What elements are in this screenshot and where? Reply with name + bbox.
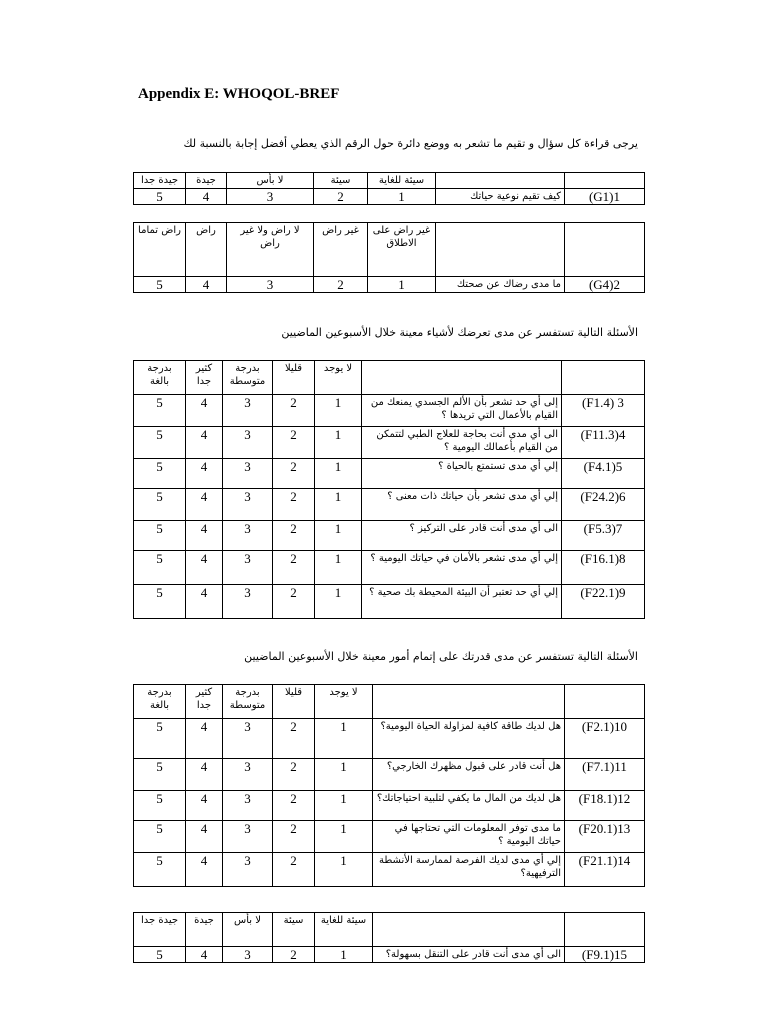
answer-1[interactable]: 1 [315, 791, 373, 821]
answer-5[interactable]: 5 [134, 427, 186, 459]
question-code: (F1.4) 3 [562, 395, 645, 427]
table-header-row [134, 685, 645, 719]
answer-1[interactable]: 1 [315, 585, 362, 619]
answer-5[interactable]: 5 [134, 947, 186, 963]
header-cell: قليلا [273, 685, 315, 719]
answer-4[interactable]: 4 [186, 489, 223, 521]
answer-3[interactable]: 3 [223, 853, 273, 887]
table-g4 [133, 222, 645, 293]
answer-1[interactable]: 1 [315, 759, 373, 791]
answer-4[interactable]: 4 [186, 821, 223, 853]
answer-4[interactable]: 4 [186, 719, 223, 759]
question-code: (F7.1)11 [565, 759, 645, 791]
header-cell: لا يوجد [315, 361, 362, 395]
answer-2[interactable]: 2 [273, 759, 315, 791]
answer-3[interactable]: 3 [223, 395, 273, 427]
table-row [134, 821, 645, 853]
answer-2[interactable]: 2 [273, 791, 315, 821]
header-cell: لا بأس [227, 173, 314, 189]
answer-3[interactable]: 3 [223, 585, 273, 619]
answer-4[interactable]: 4 [186, 427, 223, 459]
answer-3[interactable]: 3 [223, 719, 273, 759]
empty-cell [565, 223, 645, 277]
answer-4[interactable]: 4 [186, 947, 223, 963]
question-code: (F18.1)12 [565, 791, 645, 821]
answer-4[interactable]: 4 [186, 277, 227, 293]
question-text: ما مدى توفر المعلومات التي تحتاجها في حياتك اليومية ؟ [373, 821, 565, 853]
answer-1[interactable]: 1 [315, 551, 362, 585]
answer-1[interactable]: 1 [315, 489, 362, 521]
question-code: (G1)1 [565, 189, 645, 205]
table-header-row [134, 361, 645, 395]
question-text: الى أي مدى أنت بحاجة للعلاج الطبي لتتمكن من القيام بأعمالك اليومية ؟ [362, 427, 562, 459]
answer-3[interactable]: 3 [223, 791, 273, 821]
answer-3[interactable]: 3 [223, 489, 273, 521]
header-cell: جيدة [186, 173, 227, 189]
answer-1[interactable]: 1 [368, 189, 436, 205]
answer-3[interactable]: 3 [223, 551, 273, 585]
header-cell: جيدة جدا [134, 913, 186, 947]
answer-5[interactable]: 5 [134, 853, 186, 887]
header-cell: غير راض [314, 223, 368, 277]
table-row [134, 459, 645, 489]
question-code: (G4)2 [565, 277, 645, 293]
answer-2[interactable]: 2 [273, 947, 315, 963]
answer-5[interactable]: 5 [134, 759, 186, 791]
question-code: (F9.1)15 [565, 947, 645, 963]
answer-4[interactable]: 4 [186, 585, 223, 619]
answer-2[interactable]: 2 [273, 551, 315, 585]
empty-cell [436, 173, 565, 189]
answer-3[interactable]: 3 [223, 427, 273, 459]
answer-3[interactable]: 3 [227, 189, 314, 205]
answer-1[interactable]: 1 [315, 459, 362, 489]
header-cell: بدرجة متوسطة [223, 361, 273, 395]
answer-2[interactable]: 2 [273, 821, 315, 853]
table-header-row [134, 173, 645, 189]
question-code: (F4.1)5 [562, 459, 645, 489]
table-g1 [133, 172, 645, 205]
answer-5[interactable]: 5 [134, 791, 186, 821]
table-header-row [134, 913, 645, 947]
answer-4[interactable]: 4 [186, 395, 223, 427]
header-cell: بدرجة متوسطة [223, 685, 273, 719]
table-section2 [133, 360, 645, 619]
page-title: Appendix E: WHOQOL-BREF [138, 86, 340, 102]
question-text: إلى أي حد تشعر بأن الألم الجسدي يمنعك من القيام بالأعمال التي تريدها ؟ [362, 395, 562, 427]
answer-5[interactable]: 5 [134, 821, 186, 853]
header-cell: جيدة جدا [134, 173, 186, 189]
table-row [134, 277, 645, 293]
table-header-row [134, 223, 645, 277]
answer-5[interactable]: 5 [134, 489, 186, 521]
table-row [134, 395, 645, 427]
header-cell: غير راض على الاطلاق [368, 223, 436, 277]
header-cell: بدرجة بالغة [134, 685, 186, 719]
answer-1[interactable]: 1 [315, 521, 362, 551]
answer-5[interactable]: 5 [134, 719, 186, 759]
answer-4[interactable]: 4 [186, 521, 223, 551]
header-cell: كثير جدا [186, 685, 223, 719]
table-row [134, 521, 645, 551]
question-text: الى أي مدى أنت قادر على التنقل بسهولة؟ [373, 947, 565, 963]
answer-4[interactable]: 4 [186, 759, 223, 791]
question-text: كيف تقيم نوعية حياتك [436, 189, 565, 205]
answer-5[interactable]: 5 [134, 459, 186, 489]
answer-2[interactable]: 2 [273, 853, 315, 887]
table-row [134, 853, 645, 887]
answer-3[interactable]: 3 [223, 459, 273, 489]
answer-3[interactable]: 3 [223, 821, 273, 853]
answer-5[interactable]: 5 [134, 395, 186, 427]
question-text: إلي أي مدى تستمتع بالحياة ؟ [362, 459, 562, 489]
question-code: (F16.1)8 [562, 551, 645, 585]
header-cell: راض [186, 223, 227, 277]
header-cell: لا راض ولا غير راض [227, 223, 314, 277]
empty-cell [565, 913, 645, 947]
answer-4[interactable]: 4 [186, 551, 223, 585]
question-text: الى أي مدى أنت قادر على التركيز ؟ [362, 521, 562, 551]
table-row [134, 489, 645, 521]
table-f9 [133, 912, 645, 963]
answer-3[interactable]: 3 [227, 277, 314, 293]
answer-5[interactable]: 5 [134, 551, 186, 585]
section-intro: الأسئلة التالية تستفسر عن مدى قدرتك على إتمام أمور معينة خلال الأسبوعين الماضيين [244, 650, 638, 663]
answer-5[interactable]: 5 [134, 521, 186, 551]
answer-5[interactable]: 5 [134, 189, 186, 205]
empty-cell [373, 913, 565, 947]
table-row [134, 719, 645, 759]
answer-4[interactable]: 4 [186, 853, 223, 887]
table-row [134, 551, 645, 585]
answer-2[interactable]: 2 [273, 521, 315, 551]
empty-cell [565, 685, 645, 719]
table-row [134, 759, 645, 791]
table-row [134, 427, 645, 459]
question-text: إلي أي حد تعتبر أن البيئة المحيطة بك صحية ؟ [362, 585, 562, 619]
answer-2[interactable]: 2 [273, 489, 315, 521]
question-text: هل لديك طاقة كافية لمزاولة الحياة اليومية؟ [373, 719, 565, 759]
header-cell: كثير جدا [186, 361, 223, 395]
header-cell: لا بأس [223, 913, 273, 947]
answer-2[interactable]: 2 [273, 395, 315, 427]
answer-1[interactable]: 1 [315, 821, 373, 853]
answer-4[interactable]: 4 [186, 791, 223, 821]
answer-1[interactable]: 1 [315, 395, 362, 427]
question-code: (F21.1)14 [565, 853, 645, 887]
question-text: هل أنت قادر على قبول مظهرك الخارجي؟ [373, 759, 565, 791]
answer-5[interactable]: 5 [134, 585, 186, 619]
answer-2[interactable]: 2 [273, 585, 315, 619]
answer-2[interactable]: 2 [314, 277, 368, 293]
header-cell: سيئة للغاية [368, 173, 436, 189]
table-section3 [133, 684, 645, 887]
header-cell: جيدة [186, 913, 223, 947]
answer-1[interactable]: 1 [315, 719, 373, 759]
question-text: إلي أي مدى لديك الفرصة لممارسة الأنشطة الترفيهية؟ [373, 853, 565, 887]
question-code: (F2.1)10 [565, 719, 645, 759]
table-row [134, 585, 645, 619]
header-cell: قليلا [273, 361, 315, 395]
question-code: (F24.2)6 [562, 489, 645, 521]
header-cell: لا يوجد [315, 685, 373, 719]
question-text: إلي أي مدى تشعر بالأمان في حياتك اليومية ؟ [362, 551, 562, 585]
answer-2[interactable]: 2 [273, 719, 315, 759]
answer-3[interactable]: 3 [223, 521, 273, 551]
question-text: ما مدى رضاك عن صحتك [436, 277, 565, 293]
answer-5[interactable]: 5 [134, 277, 186, 293]
question-text: إلي أي مدى تشعر بأن حياتك ذات معنى ؟ [362, 489, 562, 521]
question-code: (F22.1)9 [562, 585, 645, 619]
table-row [134, 791, 645, 821]
section-intro: الأسئلة التالية تستفسر عن مدى تعرضك لأشياء معينة خلال الأسبوعين الماضيين [281, 326, 638, 339]
empty-cell [436, 223, 565, 277]
header-cell: سيئة [273, 913, 315, 947]
answer-2[interactable]: 2 [273, 459, 315, 489]
answer-1[interactable]: 1 [368, 277, 436, 293]
question-text: هل لديك من المال ما يكفي لتلبية احتياجاتك؟ [373, 791, 565, 821]
header-cell: بدرجة بالغة [134, 361, 186, 395]
answer-4[interactable]: 4 [186, 459, 223, 489]
table-row [134, 189, 645, 205]
question-code: (F5.3)7 [562, 521, 645, 551]
question-code: (F11.3)4 [562, 427, 645, 459]
answer-3[interactable]: 3 [223, 759, 273, 791]
header-cell: راض تماما [134, 223, 186, 277]
answer-2[interactable]: 2 [273, 427, 315, 459]
empty-cell [562, 361, 645, 395]
question-code: (F20.1)13 [565, 821, 645, 853]
table-row [134, 947, 645, 963]
answer-3[interactable]: 3 [223, 947, 273, 963]
header-cell: سيئة للغاية [315, 913, 373, 947]
answer-1[interactable]: 1 [315, 947, 373, 963]
empty-cell [362, 361, 562, 395]
answer-1[interactable]: 1 [315, 853, 373, 887]
answer-1[interactable]: 1 [315, 427, 362, 459]
empty-cell [565, 173, 645, 189]
answer-4[interactable]: 4 [186, 189, 227, 205]
header-cell: سيئة [314, 173, 368, 189]
instruction-text: يرجى قراءة كل سؤال و تقيم ما تشعر به ووضع دائرة حول الرقم الذي يعطي أفضل إجابة بالنسبة لك [183, 137, 638, 150]
answer-2[interactable]: 2 [314, 189, 368, 205]
empty-cell [373, 685, 565, 719]
